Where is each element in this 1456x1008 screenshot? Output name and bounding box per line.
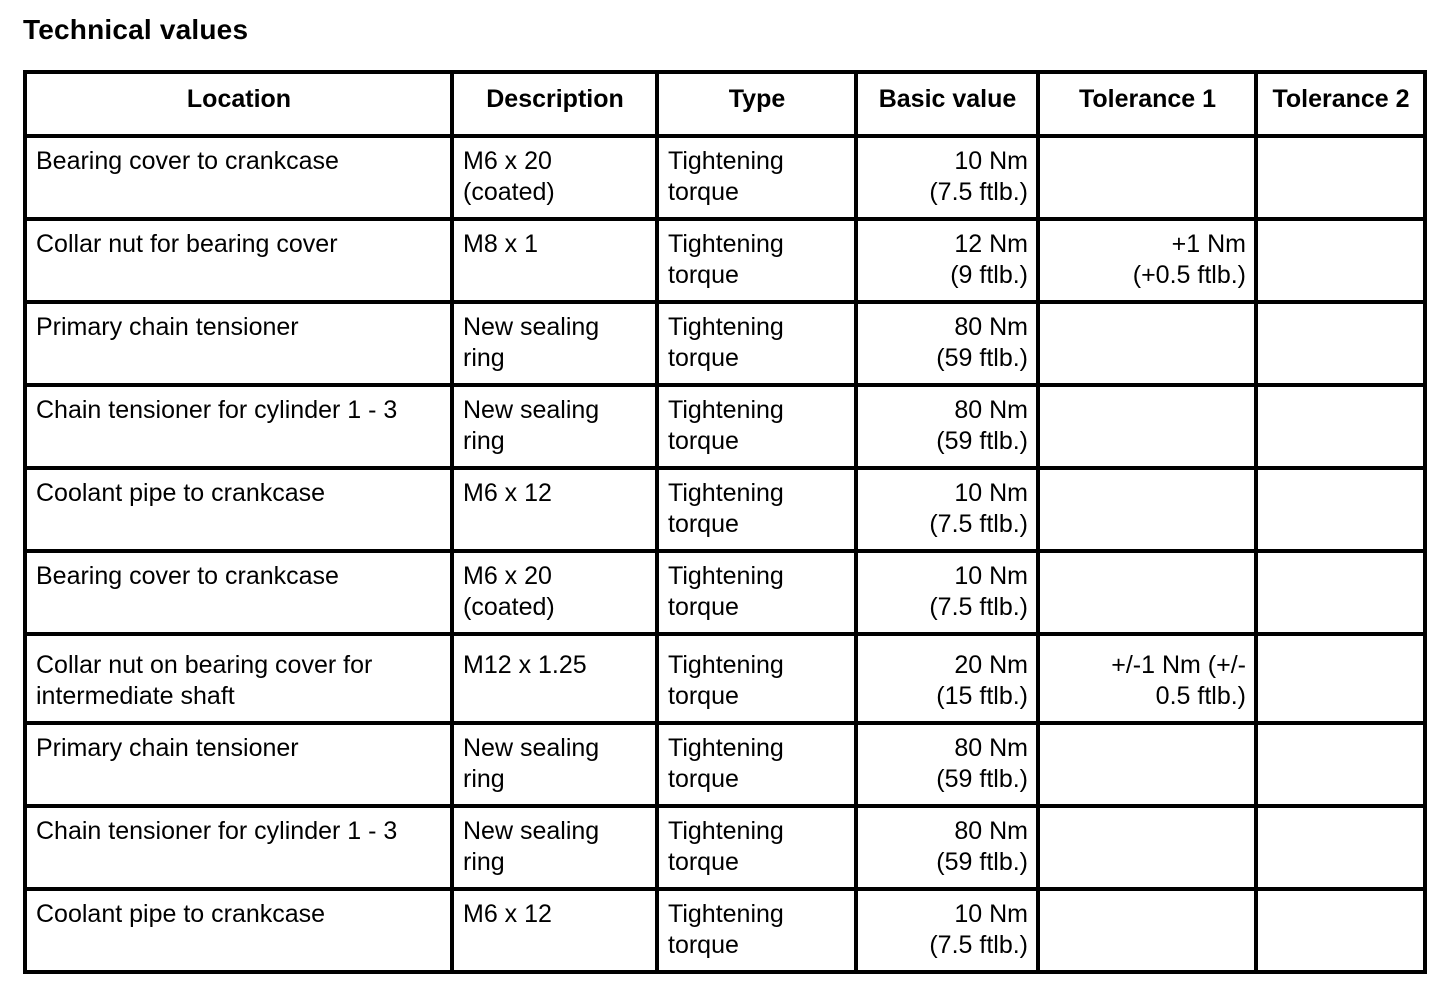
cell-type-line: torque [668,427,739,455]
cell-tolerance-1 [1038,136,1256,219]
cell-description [452,551,657,634]
cell-description-line: New sealing [463,396,600,424]
cell-description [452,468,657,551]
cell-type [657,723,856,806]
cell-location-line: Collar nut on bearing cover for [36,651,373,679]
cell-basic-value [856,302,1038,385]
cell-basic-value-line: (9 ftlb.) [950,261,1028,289]
table-row [25,136,1425,219]
cell-basic-value-line: (7.5 ftlb.) [929,931,1028,959]
cell-type-line: Tightening [668,396,784,424]
cell-basic-value-line: (59 ftlb.) [936,765,1028,793]
cell-basic-value-line: (7.5 ftlb.) [929,510,1028,538]
cell-tolerance-1 [1038,806,1256,889]
cell-type-line: torque [668,682,739,710]
table-row [25,723,1425,806]
cell-location-line: Primary chain tensioner [36,313,299,341]
cell-tolerance-1 [1038,385,1256,468]
table-header-row [25,72,1425,136]
cell-basic-value [856,889,1038,972]
cell-description-line: (coated) [463,178,555,206]
cell-location [25,551,452,634]
cell-type [657,385,856,468]
cell-description-line: M12 x 1.25 [463,651,587,679]
cell-description-line: M6 x 20 [463,562,552,590]
cell-tolerance-2 [1256,385,1425,468]
cell-description-line: M6 x 20 [463,147,552,175]
cell-tolerance-1 [1038,634,1256,723]
cell-type-line: Tightening [668,479,784,507]
cell-type-line: Tightening [668,562,784,590]
cell-tolerance-2 [1256,136,1425,219]
cell-tolerance-1-line: +1 Nm [1171,230,1246,258]
cell-basic-value-line: 80 Nm [954,313,1028,341]
cell-description [452,136,657,219]
cell-basic-value-line: (7.5 ftlb.) [929,593,1028,621]
cell-description [452,806,657,889]
column-header-tolerance-1: Tolerance 1 [1038,72,1256,136]
cell-tolerance-2 [1256,634,1425,723]
table-body [25,136,1425,972]
cell-type [657,551,856,634]
cell-type-line: Tightening [668,734,784,762]
cell-type-line: torque [668,593,739,621]
table-row [25,468,1425,551]
cell-basic-value [856,385,1038,468]
cell-basic-value-line: 80 Nm [954,817,1028,845]
cell-tolerance-2 [1256,468,1425,551]
cell-basic-value-line: 10 Nm [954,479,1028,507]
cell-basic-value [856,806,1038,889]
cell-description [452,723,657,806]
cell-type-line: Tightening [668,900,784,928]
cell-description-line: ring [463,427,505,455]
cell-basic-value [856,136,1038,219]
cell-tolerance-2 [1256,806,1425,889]
cell-basic-value-line: (59 ftlb.) [936,427,1028,455]
cell-basic-value-line: 10 Nm [954,147,1028,175]
cell-basic-value-line: 10 Nm [954,562,1028,590]
column-header-tolerance-2: Tolerance 2 [1256,72,1425,136]
cell-basic-value-line: (59 ftlb.) [936,848,1028,876]
cell-type-line: torque [668,178,739,206]
cell-location [25,302,452,385]
cell-type-line: Tightening [668,817,784,845]
cell-description [452,634,657,723]
cell-tolerance-2 [1256,219,1425,302]
cell-type-line: torque [668,510,739,538]
cell-basic-value [856,219,1038,302]
table-row [25,302,1425,385]
cell-description-line: M8 x 1 [463,230,539,258]
cell-location [25,468,452,551]
cell-type [657,302,856,385]
cell-description [452,385,657,468]
cell-type [657,219,856,302]
cell-tolerance-1 [1038,468,1256,551]
cell-tolerance-1 [1038,219,1256,302]
cell-basic-value [856,634,1038,723]
cell-location [25,219,452,302]
cell-location-line: intermediate shaft [36,682,235,710]
cell-description-line: New sealing [463,734,600,762]
cell-description [452,302,657,385]
cell-tolerance-2 [1256,551,1425,634]
cell-location-line: Coolant pipe to crankcase [36,900,326,928]
cell-tolerance-1 [1038,889,1256,972]
table-row [25,551,1425,634]
cell-location-line: Chain tensioner for cylinder 1 - 3 [36,817,398,845]
cell-basic-value-line: 80 Nm [954,396,1028,424]
cell-tolerance-2 [1256,302,1425,385]
cell-type [657,468,856,551]
cell-description-line: New sealing [463,817,600,845]
cell-basic-value-line: 10 Nm [954,900,1028,928]
column-header-location: Location [25,72,452,136]
cell-description-line: M6 x 12 [463,479,552,507]
cell-basic-value [856,551,1038,634]
cell-basic-value-line: 20 Nm [954,651,1028,679]
cell-type [657,136,856,219]
table-row [25,634,1425,723]
cell-tolerance-1-line: (+0.5 ftlb.) [1132,261,1246,289]
cell-description-line: ring [463,848,505,876]
cell-tolerance-1 [1038,551,1256,634]
cell-description-line: New sealing [463,313,600,341]
cell-description-line: ring [463,765,505,793]
cell-type-line: torque [668,765,739,793]
cell-tolerance-2 [1256,723,1425,806]
cell-basic-value-line: 12 Nm [954,230,1028,258]
cell-type-line: torque [668,344,739,372]
cell-type-line: torque [668,931,739,959]
cell-description [452,889,657,972]
cell-description-line: (coated) [463,593,555,621]
cell-basic-value-line: (7.5 ftlb.) [929,178,1028,206]
cell-location [25,806,452,889]
column-header-basic-value: Basic value [856,72,1038,136]
cell-location-line: Coolant pipe to crankcase [36,479,326,507]
table-row [25,889,1425,972]
cell-type [657,634,856,723]
column-header-type: Type [657,72,856,136]
cell-description [452,219,657,302]
table-row [25,806,1425,889]
cell-location [25,385,452,468]
cell-tolerance-1 [1038,302,1256,385]
cell-location-line: Collar nut for bearing cover [36,230,338,258]
cell-basic-value [856,723,1038,806]
table-row [25,385,1425,468]
cell-location-line: Bearing cover to crankcase [36,562,339,590]
cell-type [657,806,856,889]
cell-location [25,889,452,972]
cell-type-line: Tightening [668,313,784,341]
cell-tolerance-1-line: +/-1 Nm (+/- [1111,651,1246,679]
cell-location-line: Chain tensioner for cylinder 1 - 3 [36,396,398,424]
cell-basic-value-line: (59 ftlb.) [936,344,1028,372]
cell-type [657,889,856,972]
cell-location [25,634,452,723]
cell-basic-value-line: (15 ftlb.) [936,682,1028,710]
cell-location-line: Primary chain tensioner [36,734,299,762]
cell-location [25,136,452,219]
page-title: Technical values [23,14,249,45]
table-row [25,219,1425,302]
cell-type-line: Tightening [668,230,784,258]
cell-basic-value [856,468,1038,551]
column-header-description: Description [452,72,657,136]
cell-basic-value-line: 80 Nm [954,734,1028,762]
cell-location-line: Bearing cover to crankcase [36,147,339,175]
cell-type-line: torque [668,261,739,289]
cell-description-line: M6 x 12 [463,900,552,928]
cell-tolerance-1-line: 0.5 ftlb.) [1155,682,1246,710]
cell-tolerance-2 [1256,889,1425,972]
cell-description-line: ring [463,344,505,372]
cell-tolerance-1 [1038,723,1256,806]
cell-type-line: Tightening [668,147,784,175]
cell-location [25,723,452,806]
technical-values-table [23,70,1427,974]
cell-type-line: Tightening [668,651,784,679]
cell-type-line: torque [668,848,739,876]
